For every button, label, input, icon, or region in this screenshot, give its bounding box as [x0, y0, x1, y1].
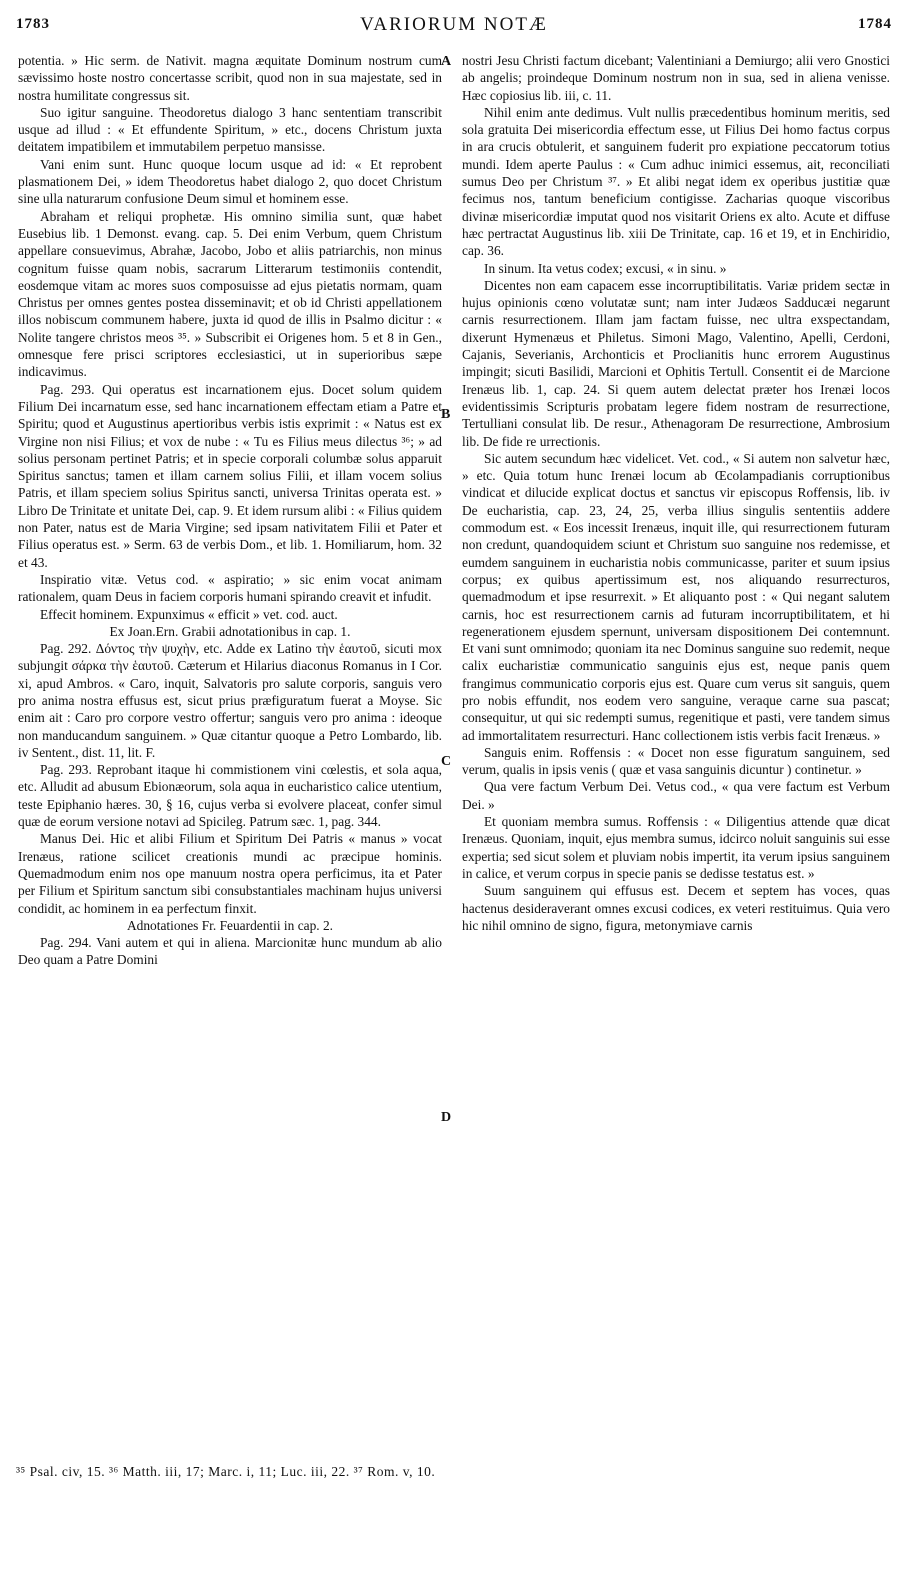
note-paragraph: Pag. 293. Qui operatus est incarnationem ejus. Docet solum quidem Filium Dei incarnatum esse, sed hanc incarnationem effectam etiam a Patre et Spiritu; quod et Augustinus apertioribus verbis istis exprimit : « Natus est ex Virgine non nisi Filius; et vox de nube : « Tu es Filius meus dilectus ³⁶; » ad solius personam pertinet Patris; et in specie corporali columbæ solus apparuit Spiritus sanctus; tamen et illam carnem solius Filii, et illam vocem solius Patris, et illam speciem solius Spiritus sancti, universa Trinitas operata est. » Libro De Trinitate et unitate Dei, cap. 9. Et idem rursum alibi : « Filius quidem non Pater, natus est de Maria Virgine; sed ipsam nativitatem Filii et Pater et Filius operatus est. » Serm. 63 de verbis Dom., et lib. 1. Homiliarum, hom. 32 et 43.	[18, 381, 442, 570]
note-paragraph: Qua vere factum Verbum Dei. Vetus cod., « qua vere factum est Verbum Dei. »	[462, 779, 890, 812]
running-title: VARIORUM NOTÆ	[360, 14, 548, 35]
page-number-right: 1784	[858, 16, 892, 32]
page-number-left: 1783	[16, 16, 50, 32]
note-paragraph: Sanguis enim. Roffensis : « Docet non esse figuratum sanguinem, sed verum, qualis in ipsis venis ( quæ et vasa sanguinis dicuntur ) continetur. »	[462, 744, 890, 778]
section-heading: Ex Joan.Ern. Grabii adnotationibus in cap. 1.	[109, 623, 351, 639]
note-paragraph: Vani enim sunt. Hunc quoque locum usque ad id: « Et reprobent plasmationem Dei, » idem Theodoretus habet dialogo 2, quo docet Christum sine ulla naturarum confusione Deum simul et hominem esse.	[18, 156, 442, 207]
note-paragraph: Suo igitur sanguine. Theodoretus dialogo 3 hanc sententiam transcribit usque ad illud : « Et effundente Spiritum, » etc., docens Christum juxta deitatem impatibilem et immutabilem perpetuo mansisse.	[18, 104, 442, 155]
note-paragraph: Nihil enim ante dedimus. Vult nullis præcedentibus hominum meritis, sed sola gratuita Dei misericordia effectum esse, ut Filius Dei homo factus corpus in ara crucis obtulerit, et sanguinem fuderit pro expiatione peccatorum totius mundi. Idem aperte Paulus : « Cum adhuc inimici essemus, ait, reconciliati sumus Deo per Christum ³⁷. » Et alibi negat idem ex operibus justitiæ quæ fecimus nos, tantum beneficium contigisse. Zacharias quoque viscoribus divinæ misericordiæ imputat quod nos visitarit Oriens ex alto. Acute et diffuse hæc pertractat Augustinus lib. xiii De Trinitate, cap. 16 et 19, et in Enchiridio, cap. 36.	[462, 104, 890, 259]
right-column	[462, 52, 890, 1444]
footnotes: ³⁵ Psal. civ, 15. ³⁶ Matth. iii, 17; Marc. i, 11; Luc. iii, 22. ³⁷ Rom. v, 10.	[16, 1464, 436, 1479]
note-paragraph: Manus Dei. Hic et alibi Filium et Spiritum Dei Patris « manus » vocat Irenæus, ratione scilicet creationis mundi ac præcipue hominis. Quemadmodum enim nos ope manuum nostra opera perficimus, ita et Pater per Filium et Spiritum sanctum sibi consubstantiales machinam hujus universi condidit, ac hominem in ea perfectum finxit.	[18, 831, 442, 916]
page-header	[16, 14, 892, 42]
note-paragraph: Abraham et reliqui prophetæ. His omnino similia sunt, quæ habet Eusebius lib. 1 Demonst. evang. cap. 5. Dei enim Verbum, quem Christum appellare consuevimus, Abrahæ, Jacobo, Jobo et aliis patriarchis, non minus cognitum fuisse quam nobis, sacrarum Litterarum testimoniis contendit, eosdemque vitam ac mores suos composuisse ad ejus pietatis normam, quam Christus per omnes gentes postea disseminavit; et ob id Christi appellationem illos nobiscum communem habere, juxta id quod de illis in Psalmo dicitur : « Nolite tangere christos meos ³⁵. » Subscribit ei Origenes hom. 5 et 8 in Gen., omnesque fere prisci scriptores ecclesiastici, ut in superioribus sæpe indicavimus.	[18, 208, 442, 380]
note-paragraph: Sic autem secundum hæc videlicet. Vet. cod., « Si autem non salvetur hæc, » etc. Quia totum hunc Irenæi locum ab Œcolampadianis corruptionibus vindicat et dilucide explicat doctus et sanctus vir episcopus Roffensis, lib. iv De eucharistia, cap. 23, 24, 25, verba illius singulis sententiis addere commodum est. « Eos incessit Irenæus, inquit ille, qui resurrectionem futuram non credunt, quandoquidem sciunt et Christum suo sanguine nos redemisse, et eumdem sanguinem in eucharistia nobis communicasse, pariter et suum ipsius corpus; ex quibus apertissimum est, nos aliquando resurrecturos, quemadmodum et ipse resurrexit. » Et aliquanto post : « Qui negant salutem carnis, hoc est resurrectionem carnis ad futuram incorruptibilitatem, et hi regenerationem ejusdem spernunt, universam dispositionem Dei contemnunt. Et vani sunt omnimodo; quoniam ita nec Dominus sanguine suo redemit, neque calix eucharistiæ communicatio sanguinis ejus est, neque panis quem frangimus communicatio corporis ejus est. Quare cum verus sit sanguis, quem pro nobis effundit, nos eodem vero sanguine, veraque carne sua pascat; consequitur, ut qui sic redempti sumus, regenitique et pasti, vere tandem simus ad immortalitatem resurrecturi. Hanc collectionem istis verbis facit Irenæus. »	[462, 450, 890, 743]
note-paragraph: potentia. » Hic serm. de Nativit. magna æquitate Dominum nostrum cum sævissimo hoste nostro concertasse scribit, quod non in sua majestate, sed in nostra humilitate congressus sit.	[18, 53, 442, 103]
note-paragraph: nostri Jesu Christi factum dicebant; Valentiniani a Demiurgo; alii vero Gnostici ab angelis; proindeque Dominum nostrum non in sua, sed in aliena venisse. Hæc copiosius lib. iii, c. 11.	[462, 53, 890, 103]
note-paragraph: Suum sanguinem qui effusus est. Decem et septem has voces, quas hactenus desideraverant omnes excusi codices, ex veteri restituimus. Quia vero hic nihil omnino de signo, figura, metonymiave carnis	[462, 883, 890, 933]
note-paragraph: Effecit hominem. Expunximus « efficit » vet. cod. auct.	[40, 606, 338, 622]
note-paragraph: Pag. 292. Δόντος τὴν ψυχὴν, etc. Adde ex Latino τὴν ἑαυτοῦ, sicuti mox subjungit σάρκα τὴν ἑαυτοῦ. Cæterum et Hilarius diaconus Romanus in I Cor. xi, apud Ambros. « Caro, inquit, Salvatoris pro salute corporis, sanguis vero pro anima nostra effusus est, sicut prius præfiguratum fuerat a Moyse. Sic enim ait : Caro pro corpore vestro offertur; sanguis vero pro anima : ideoque non manducandum sanguinem. » Quæ citantur quoque a Petro Lombardo, lib. iv Sentent., dist. 11, lit. F.	[18, 641, 442, 760]
side-marker-b: B	[441, 407, 451, 422]
note-paragraph: Dicentes non eam capacem esse incorruptibilitatis. Variæ pridem sectæ in hujus opinionis cœno volutatæ sunt; nam inter Judæos Sadducæi negarunt carnis resurrectionem. Illam jam factam fuisse, nec ultra exspectandam, dixerunt Hymenæus et Philetus. Simoni Mago, Valentino, Apelli, Cerdoni, Cajanis, Severianis, Archonticis et Proclianitis hunc errorem Augustinus impingit; sicuti Basilidi, Marcioni et Ophitis Tertull. Consentit ei de Marcione Irenæus lib. 1, cap. 24. Si quem autem delectat præter hos Irenæi locos evidentissimis Scripturis probatam legere fidem nostram de resurrectione, Tertulliani consulat lib. De resur., Athenagoram De resurrectione, Ambrosium lib. De fide re urrectionis.	[462, 277, 890, 449]
side-marker-a: A	[441, 54, 452, 69]
side-marker-c: C	[441, 754, 452, 769]
note-paragraph: Et quoniam membra sumus. Roffensis : « Diligentius attende quæ dicat Irenæus. Quoniam, inquit, ejus membra sumus, idcirco noluit sanguinis sui esse expertia; sed sicut solem et pluviam nobis impertit, ita verum ipsius sanguinem in calice, et verum corpus in specie panis se dedisse testatus est. »	[462, 814, 890, 881]
left-column	[18, 52, 442, 1444]
note-paragraph: Inspiratio vitæ. Vetus cod. « aspiratio; » sic enim vocat animam rationalem, quam Deus in faciem corporis humani spirando creavit et infudit.	[18, 571, 442, 605]
note-paragraph: Pag. 293. Reprobant itaque hi commistionem vini cœlestis, et sola aqua, etc. Alludit ad abusum Ebionæorum, sola aqua in eucharistico calice utentium, teste Epiphanio hæres. 30, § 16, cujus verba si evolvere placeat, confer simul quæ de eorum versione notavi ad Spicileg. Patrum sæc. 1, pag. 344.	[18, 762, 442, 830]
side-marker-d: D	[441, 1110, 452, 1125]
note-paragraph: In sinum. Ita vetus codex; excusi, « in sinu. »	[484, 260, 727, 276]
note-paragraph: Pag. 294. Vani autem et qui in aliena. Marcionitæ hunc mundum ab alio Deo quam a Patre Domini	[18, 935, 442, 968]
section-heading: Adnotationes Fr. Feuardentii in cap. 2.	[126, 917, 334, 933]
